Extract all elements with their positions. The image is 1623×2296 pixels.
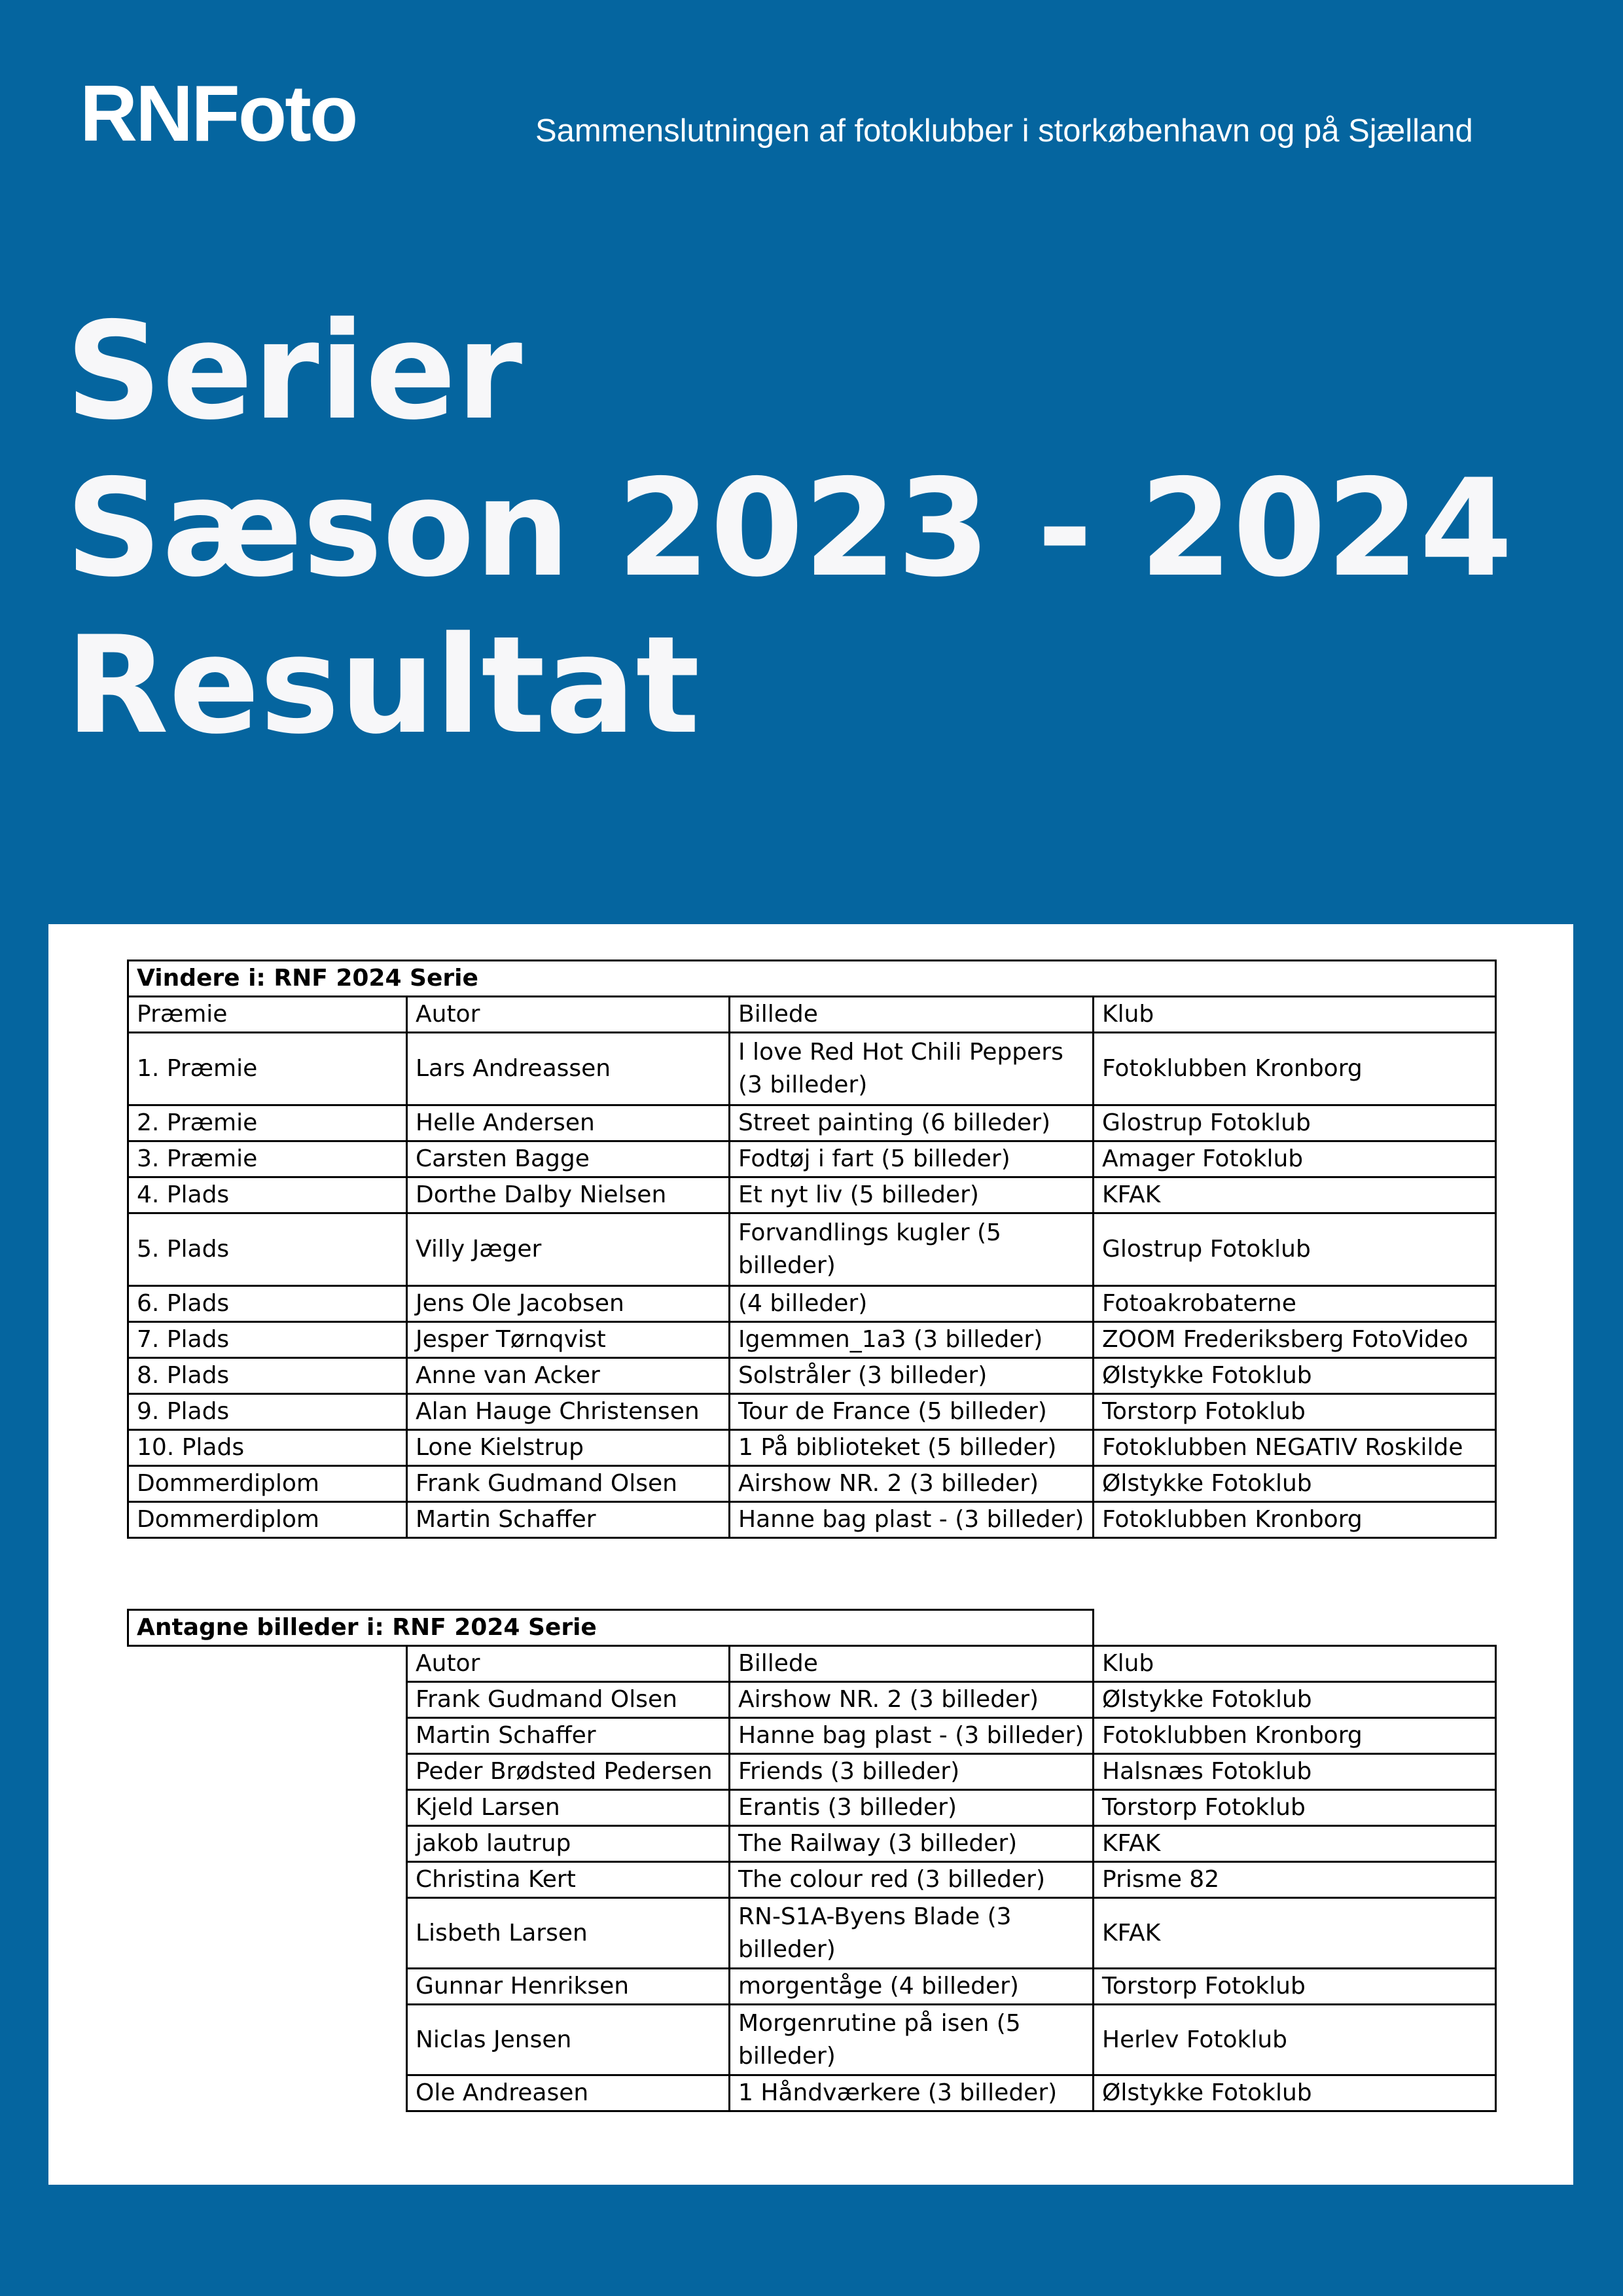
empty-cell — [128, 1646, 407, 1682]
club-cell: Ølstykke Fotoklub — [1094, 1682, 1496, 1718]
table-row — [128, 1682, 1496, 1718]
title-line-1: Serier — [65, 294, 523, 450]
column-header: Autor — [407, 1646, 730, 1682]
club-cell: Ølstykke Fotoklub — [1094, 2075, 1496, 2111]
prize-cell: 10. Plads — [128, 1430, 407, 1466]
author-cell: Lisbeth Larsen — [407, 1898, 730, 1969]
prize-cell: 8. Plads — [128, 1358, 407, 1394]
image-cell: 1 Håndværkere (3 billeder) — [730, 2075, 1094, 2111]
table-row — [128, 1790, 1496, 1826]
image-cell: Morgenrutine på isen (5 billeder) — [730, 2005, 1094, 2075]
empty-cell — [128, 1969, 407, 2005]
winners-table-title: Vindere i: RNF 2024 Serie — [128, 961, 1496, 997]
author-cell: Ole Andreasen — [407, 2075, 730, 2111]
author-cell: Christina Kert — [407, 1862, 730, 1898]
author-cell: Villy Jæger — [407, 1213, 730, 1286]
club-cell: Torstorp Fotoklub — [1094, 1394, 1496, 1430]
table-row — [128, 1358, 1496, 1394]
author-cell: Frank Gudmand Olsen — [407, 1682, 730, 1718]
table-row — [128, 1394, 1496, 1430]
image-cell: Solstråler (3 billeder) — [730, 1358, 1094, 1394]
table-row — [128, 1430, 1496, 1466]
image-cell: Airshow NR. 2 (3 billeder) — [730, 1466, 1094, 1502]
table-row — [128, 2005, 1496, 2075]
prize-cell: Dommerdiplom — [128, 1502, 407, 1538]
empty-cell — [128, 1898, 407, 1969]
page-title — [65, 293, 1513, 764]
table-row — [128, 1033, 1496, 1105]
club-cell: Fotoklubben Kronborg — [1094, 1718, 1496, 1754]
author-cell: Kjeld Larsen — [407, 1790, 730, 1826]
club-cell: ZOOM Frederiksberg FotoVideo — [1094, 1322, 1496, 1358]
club-cell: Fotoakrobaterne — [1094, 1286, 1496, 1322]
author-cell: Alan Hauge Christensen — [407, 1394, 730, 1430]
table-row — [128, 1286, 1496, 1322]
tagline: Sammenslutningen af fotoklubber i storkøbenhavn og på Sjælland — [535, 113, 1473, 149]
empty-cell — [128, 1754, 407, 1790]
column-header: Præmie — [128, 997, 407, 1033]
club-cell: Herlev Fotoklub — [1094, 2005, 1496, 2075]
club-cell: KFAK — [1094, 1898, 1496, 1969]
author-cell: Jesper Tørnqvist — [407, 1322, 730, 1358]
accepted-table — [127, 1609, 1497, 2112]
prize-cell: 3. Præmie — [128, 1141, 407, 1177]
table-row — [128, 1754, 1496, 1790]
table-row — [128, 1141, 1496, 1177]
image-cell: Erantis (3 billeder) — [730, 1790, 1094, 1826]
empty-cell — [128, 1790, 407, 1826]
prize-cell: 5. Plads — [128, 1213, 407, 1286]
table-row — [128, 1213, 1496, 1286]
image-cell: 1 På biblioteket (5 billeder) — [730, 1430, 1094, 1466]
image-cell: Airshow NR. 2 (3 billeder) — [730, 1682, 1094, 1718]
prize-cell: 7. Plads — [128, 1322, 407, 1358]
empty-cell — [128, 1826, 407, 1862]
image-cell: I love Red Hot Chili Peppers (3 billeder) — [730, 1033, 1094, 1105]
club-cell: Amager Fotoklub — [1094, 1141, 1496, 1177]
table-row — [128, 1177, 1496, 1213]
author-cell: Carsten Bagge — [407, 1141, 730, 1177]
club-cell: Torstorp Fotoklub — [1094, 1790, 1496, 1826]
prize-cell: 1. Præmie — [128, 1033, 407, 1105]
image-cell: (4 billeder) — [730, 1286, 1094, 1322]
table-row — [128, 1322, 1496, 1358]
table-row — [128, 1466, 1496, 1502]
prize-cell: 6. Plads — [128, 1286, 407, 1322]
author-cell: Jens Ole Jacobsen — [407, 1286, 730, 1322]
club-cell: Prisme 82 — [1094, 1862, 1496, 1898]
empty-cell — [1094, 1610, 1496, 1646]
winners-title-row — [128, 961, 1496, 997]
image-cell: Et nyt liv (5 billeder) — [730, 1177, 1094, 1213]
prize-cell: 2. Præmie — [128, 1105, 407, 1141]
image-cell: Tour de France (5 billeder) — [730, 1394, 1094, 1430]
table-row — [128, 1105, 1496, 1141]
image-cell: Fodtøj i fart (5 billeder) — [730, 1141, 1094, 1177]
image-cell: The colour red (3 billeder) — [730, 1862, 1094, 1898]
table-row — [128, 2075, 1496, 2111]
author-cell: Gunnar Henriksen — [407, 1969, 730, 2005]
club-cell: Ølstykke Fotoklub — [1094, 1466, 1496, 1502]
prize-cell: Dommerdiplom — [128, 1466, 407, 1502]
author-cell: Martin Schaffer — [407, 1502, 730, 1538]
empty-cell — [128, 1718, 407, 1754]
club-cell: KFAK — [1094, 1177, 1496, 1213]
club-cell: Torstorp Fotoklub — [1094, 1969, 1496, 2005]
image-cell: Igemmen_1a3 (3 billeder) — [730, 1322, 1094, 1358]
club-cell: Glostrup Fotoklub — [1094, 1105, 1496, 1141]
image-cell: Forvandlings kugler (5 billeder) — [730, 1213, 1094, 1286]
author-cell: Martin Schaffer — [407, 1718, 730, 1754]
column-header: Klub — [1094, 997, 1496, 1033]
empty-cell — [128, 1862, 407, 1898]
club-cell: Halsnæs Fotoklub — [1094, 1754, 1496, 1790]
empty-cell — [128, 2005, 407, 2075]
club-cell: Ølstykke Fotoklub — [1094, 1358, 1496, 1394]
author-cell: Dorthe Dalby Nielsen — [407, 1177, 730, 1213]
accepted-header-row — [128, 1646, 1496, 1682]
column-header: Autor — [407, 997, 730, 1033]
table-row — [128, 1898, 1496, 1969]
empty-cell — [128, 1682, 407, 1718]
author-cell: jakob lautrup — [407, 1826, 730, 1862]
accepted-table-title: Antagne billeder i: RNF 2024 Serie — [128, 1610, 1094, 1646]
winners-header-row — [128, 997, 1496, 1033]
rnfoto-logo: RNFoto — [80, 69, 357, 158]
title-line-3: Resultat — [65, 608, 700, 764]
image-cell: Hanne bag plast - (3 billeder) — [730, 1718, 1094, 1754]
accepted-title-row — [128, 1610, 1496, 1646]
title-line-2: Sæson 2023 - 2024 — [65, 451, 1513, 607]
image-cell: The Railway (3 billeder) — [730, 1826, 1094, 1862]
author-cell: Helle Andersen — [407, 1105, 730, 1141]
club-cell: Fotoklubben Kronborg — [1094, 1502, 1496, 1538]
image-cell: Hanne bag plast - (3 billeder) — [730, 1502, 1094, 1538]
author-cell: Anne van Acker — [407, 1358, 730, 1394]
author-cell: Lone Kielstrup — [407, 1430, 730, 1466]
image-cell: morgentåge (4 billeder) — [730, 1969, 1094, 2005]
table-row — [128, 1969, 1496, 2005]
prize-cell: 4. Plads — [128, 1177, 407, 1213]
results-panel — [48, 924, 1573, 2185]
winners-table — [127, 960, 1497, 1539]
table-row — [128, 1826, 1496, 1862]
column-header: Billede — [730, 997, 1094, 1033]
column-header: Billede — [730, 1646, 1094, 1682]
club-cell: Glostrup Fotoklub — [1094, 1213, 1496, 1286]
empty-cell — [128, 2075, 407, 2111]
image-cell: Friends (3 billeder) — [730, 1754, 1094, 1790]
table-row — [128, 1718, 1496, 1754]
club-cell: Fotoklubben Kronborg — [1094, 1033, 1496, 1105]
author-cell: Lars Andreassen — [407, 1033, 730, 1105]
prize-cell: 9. Plads — [128, 1394, 407, 1430]
table-row — [128, 1862, 1496, 1898]
image-cell: RN-S1A-Byens Blade (3 billeder) — [730, 1898, 1094, 1969]
image-cell: Street painting (6 billeder) — [730, 1105, 1094, 1141]
column-header: Klub — [1094, 1646, 1496, 1682]
table-row — [128, 1502, 1496, 1538]
author-cell: Frank Gudmand Olsen — [407, 1466, 730, 1502]
club-cell: Fotoklubben NEGATIV Roskilde — [1094, 1430, 1496, 1466]
club-cell: KFAK — [1094, 1826, 1496, 1862]
author-cell: Peder Brødsted Pedersen — [407, 1754, 730, 1790]
author-cell: Niclas Jensen — [407, 2005, 730, 2075]
